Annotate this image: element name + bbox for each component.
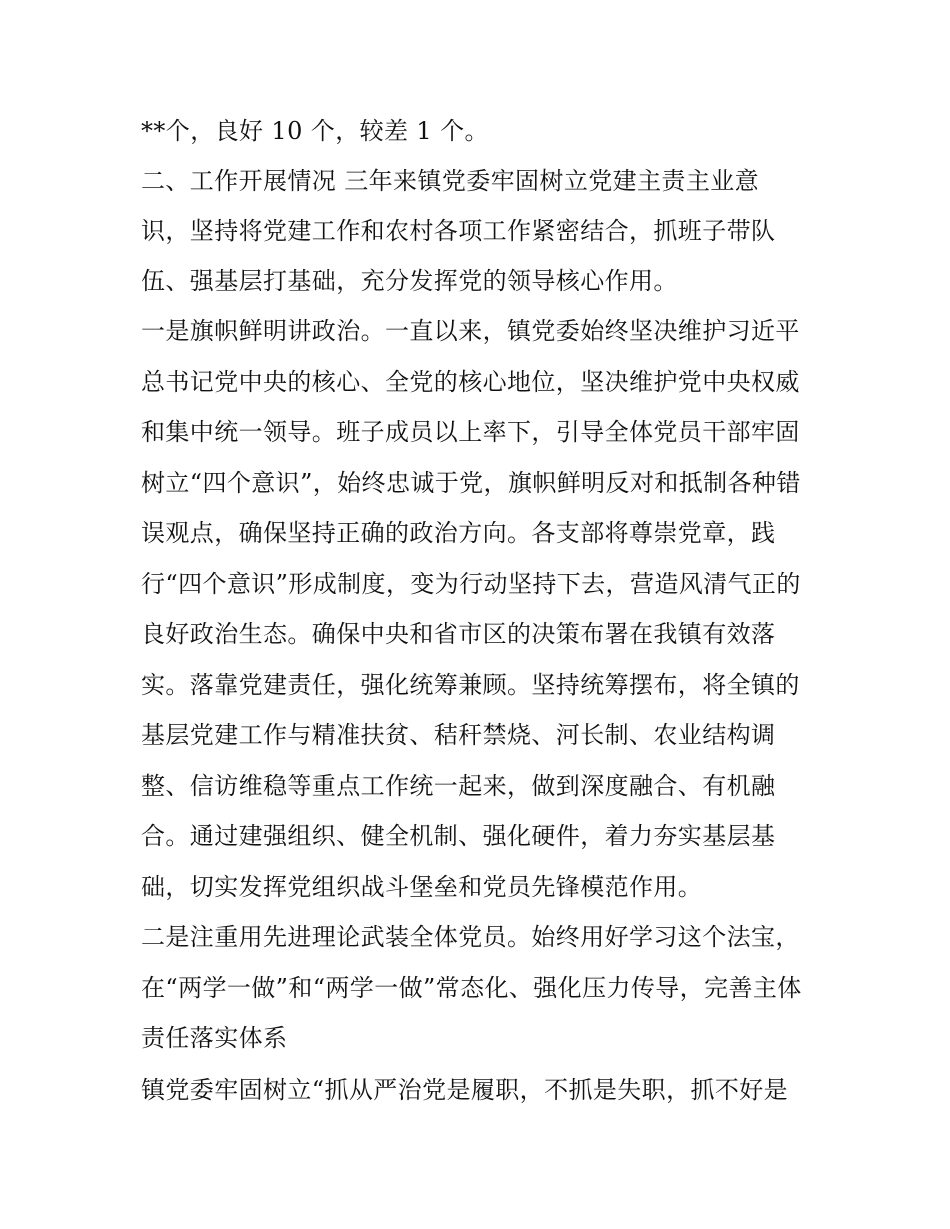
text-line: 合。通过建强组织、健全机制、强化硬件，着力夯实基层基: [141, 822, 776, 850]
text-line: 基层党建工作与精准扶贫、秸秆禁烧、河长制、农业结构调: [141, 721, 776, 749]
text-line: 误观点，确保坚持正确的政治方向。各支部将尊崇党章，践: [141, 519, 776, 547]
text-line: 总书记党中央的核心、全党的核心地位，坚决维护党中央权威: [141, 368, 800, 396]
text-line: 树立“四个意识”，始终忠诚于党，旗帜鲜明反对和抵制各种错: [141, 469, 801, 497]
text-line: 和集中统一领导。班子成员以上率下，引导全体党员干部牢固: [141, 418, 800, 446]
text-line: 二是注重用先进理论武装全体党员。始终用好学习这个法宝，: [141, 923, 800, 951]
text-line: 良好政治生态。确保中央和省市区的决策布署在我镇有效落: [141, 620, 776, 648]
text-line: 责任落实体系: [141, 1024, 288, 1052]
text-line: 二、工作开展情况 三年来镇党委牢固树立党建主责主业意: [141, 167, 760, 195]
text-line: 础，切实发挥党组织战斗堡垒和党员先锋模范作用。: [141, 873, 703, 901]
text-line: 一是旗帜鲜明讲政治。一直以来，镇党委始终坚决维护习近平: [141, 317, 800, 345]
text-line: 伍、强基层打基础，充分发挥党的领导核心作用。: [141, 267, 678, 295]
text-line: 实。落靠党建责任，强化统筹兼顾。坚持统筹摆布，将全镇的: [141, 671, 800, 699]
text-line: 整、信访维稳等重点工作统一起来，做到深度融合、有机融: [141, 772, 776, 800]
text-line: 在“两学一做”和“两学一做”常态化、强化压力传导，完善主体: [141, 974, 802, 1002]
text-line: **个，良好 10 个，较差 1 个。: [141, 117, 489, 145]
text-line: 镇党委牢固树立“抓从严治党是履职，不抓是失职，抓不好是: [141, 1076, 789, 1104]
text-line: 行“四个意识”形成制度，变为行动坚持下去，营造风清气正的: [141, 570, 801, 598]
text-line: 识，坚持将党建工作和农村各项工作紧密结合，抓班子带队: [141, 217, 776, 245]
